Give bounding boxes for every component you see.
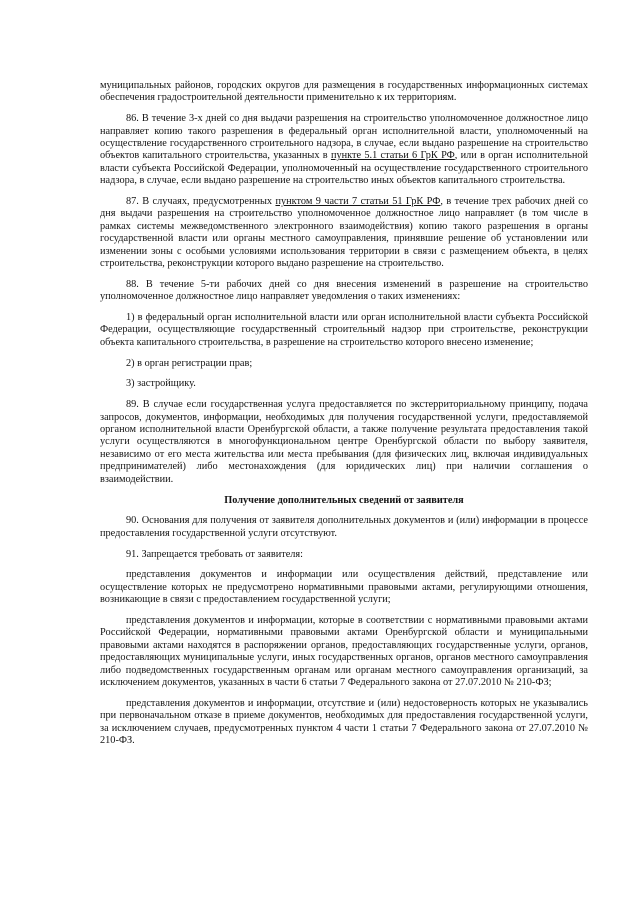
paragraph-86-text-2: , или в орган исполнительной власти субъекта Российской Федерации, уполномоченный на осуществление государственного строительного надзора, в случае, если выдано разрешение на строительство иных объектов капитального строительства. bbox=[100, 150, 588, 187]
link-gk-article-51[interactable]: пунктом 9 части 7 статьи 51 ГрК РФ bbox=[275, 196, 441, 208]
paragraph-91: 91. Запрещается требовать от заявителя: bbox=[126, 548, 304, 560]
paragraph-88-item-2: 2) в орган регистрации прав; bbox=[126, 357, 253, 369]
paragraph-87 bbox=[100, 196, 588, 270]
paragraph-89: 89. В случае если государственная услуга предоставляется по экстерриториальному принципу, подача запросов, документов, информации, необходимых для получения государственной услуги, предоставляемой органом исполнительной власти Оренбургской области, а также получение результата предоставления такой услуги осуществляются в многофункциональном центре Оренбургской области по выбору заявителя, независимо от его места жительства или места пребывания (для физических лиц, включая индивидуальных предпринимателей) либо местонахождения (для юридических лиц) при наличии соглашения о взаимодействии. bbox=[100, 399, 588, 485]
document-page bbox=[100, 80, 588, 756]
paragraph-87-text-2: , в течение трех рабочих дней со дня выдачи разрешения на строительство уполномоченное должностное лицо направляет (в том числе в рамках системы межведомственного электронного взаимодействия) копию такого разрешения в органы государственной власти или органы местного самоуправления, принявшие решение об установлении или изменении зоны с особыми условиями использования территории в связи с размещением объекта, в целях строительства, реконструкции которого выдано разрешение на строительство. bbox=[100, 196, 588, 270]
paragraph-87-text-1: 87. В случаях, предусмотренных bbox=[126, 196, 276, 208]
link-gk-article-6[interactable]: пункте 5.1 статьи 6 ГрК РФ bbox=[330, 150, 455, 162]
paragraph-90: 90. Основания для получения от заявителя дополнительных документов и (или) информации в процессе предоставления государственной услуги отсутствуют. bbox=[100, 515, 588, 539]
paragraph-91-item-b: представления документов и информации, которые в соответствии с нормативными правовыми актами Российской Федерации, нормативными правовыми актами Оренбургской области и муниципальными правовыми актами находятся в распоряжении органов, предоставляющих государственные услуги, органов, предоставляющих муниципальные услуги, иных государственных органов, органов местного самоуправления либо подведомственных государственным органам или органам местного самоуправления организаций, за исключением документов, указанных в части 6 статьи 7 Федерального закона от 27.07.2010 № 210-ФЗ; bbox=[100, 614, 588, 688]
paragraph-91-item-c: представления документов и информации, отсутствие и (или) недостоверность которых не указывались при первоначальном отказе в приеме документов, необходимых для предоставления государственной услуги, за исключением случаев, предусмотренных пунктом 4 части 1 статьи 7 Федерального закона от 27.07.2010 № 210-ФЗ. bbox=[100, 697, 588, 746]
section-heading: Получение дополнительных сведений от заявителя bbox=[224, 494, 464, 506]
paragraph-86-text-1: 86. В течение 3-х дней со дня выдачи разрешения на строительство уполномоченное должностное лицо направляет копию такого разрешения в федеральный орган исполнительной власти, уполномоченный на осуществление государственного строительного надзора, в случае, если выдано разрешение на строительство объектов капитального строительства, указанных в bbox=[100, 113, 588, 162]
paragraph-91-item-a: представления документов и информации или осуществления действий, представление или осуществление которых не предусмотрено нормативными правовыми актами, регулирующими отношения, возникающие в связи с предоставлением государственной услуги; bbox=[100, 569, 588, 606]
paragraph-86 bbox=[100, 113, 588, 187]
paragraph-88-item-3: 3) застройщику. bbox=[126, 378, 196, 390]
paragraph-88: 88. В течение 5-ти рабочих дней со дня внесения изменений в разрешение на строительство уполномоченное должностное лицо направляет уведомления о таких изменениях: bbox=[100, 278, 588, 303]
paragraph-88-item-1: 1) в федеральный орган исполнительной власти или орган исполнительной власти субъекта Российской Федерации, осуществляющие государственный строительный надзор при строительстве, реконструкции объекта капитального строительства, в разрешение на строительство которого внесено изменение; bbox=[100, 312, 588, 348]
paragraph-continuation: муниципальных районов, городских округов для размещения в государственных информационных системах обеспечения градостроительной деятельности применительно к их территориям. bbox=[100, 80, 588, 104]
